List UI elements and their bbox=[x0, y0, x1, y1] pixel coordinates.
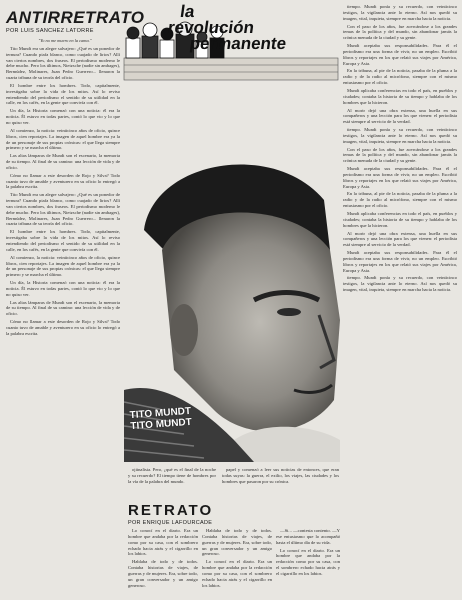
antirretrato-byline: POR LUIS SANCHEZ LATORRE bbox=[6, 28, 94, 34]
caption-line-2: TITO MUNDT bbox=[130, 416, 193, 433]
paragraph: Al comienzo, la noticia: veinticinco años de oficio, quince libros, cien reportajes. La imagen de aquel hombre era ya la de un personaje de sus propias crónicas: el que llega siempre primero y se marcha el último. bbox=[6, 254, 120, 278]
paragraph: Lo conocí en el diario. Era un hombre que andaba por la redacción como por su casa, con el sombrero echado hacia atrás y el cigarrillo en los labios. bbox=[128, 528, 198, 557]
antirretrato-column bbox=[6, 38, 120, 594]
paragraph: Mundt aplicaba conferencias en todo el país, en pueblos y ciudades; contaba la historia de su tiempo y hablaba de los hombres que la hicieron. bbox=[343, 211, 457, 228]
paragraph: Lo conocí en el diario. Era un hombre que andaba por la redacción como por su casa, con el sombrero echado hacia atrás y el cigarrillo en los labios. bbox=[202, 559, 272, 588]
right-column bbox=[343, 4, 457, 594]
brick-wall bbox=[124, 58, 338, 80]
retrato-byline: POR ENRIQUE LAFOURCADE bbox=[128, 520, 213, 526]
antirretrato-title: ANTIRRETRATO bbox=[6, 8, 145, 27]
headline bbox=[165, 4, 344, 52]
paragraph: tiempo. Mundt ponía y su recuerdo, con veinticinco testigos, la vigilancia ante lo eterno. Así nos quedó su imagen, vital, inquieta, siempre en marcha hacia la noticia. bbox=[343, 4, 457, 21]
paragraph: ojiinalisia. Pero, ¿qué es el final de la noche y su recuerdo? El tiempo tiene de hombres por la vía de la palabra del mundo. bbox=[128, 467, 216, 484]
paragraph: Tito Mundt era un alegre salvajero: ¿Qué es un ponedor de ternura? Cuando piafa blanco, como cuajado de lirios? Allí van ciertos nombres, dos fraseos. El periodismo moderno le debe mucho. Pero los últimos, Nietzsche (nadie sin ambages), Bermúdez, Molinares, Juan Pedro Guerrero... llenaron la cuarta tribuna de su teoría del oficio. bbox=[6, 45, 120, 81]
paragraph: Las altas lámparas de Mundt son el escenario, la memoria de su tiempo. Al final de su camino: una lección de vida y de oficio. bbox=[6, 153, 120, 170]
paragraph: El hombre entre los hombres. Todo, capitalmente, investigaba sobre la vida de los mitos. Así lo reviso entendiendo del periodismo el sentido de su utilidad en la calle, en los cafés, en la gente que convivía con él. bbox=[6, 229, 120, 252]
paragraph: Hablaba de todo y de todos. Contaba historias de viajes, de guerras y de mujeres. Era, sobre todo, un gran conversador y un amigo generoso. bbox=[128, 559, 198, 588]
paragraph: Mundt aplicaba conferencias en todo el país, en pueblos y ciudades; contaba la historia de su tiempo y hablaba de los hombres que la hicieron. bbox=[343, 87, 457, 105]
retrato-column-1 bbox=[128, 528, 198, 594]
headline-line-2: revolución bbox=[166, 18, 256, 37]
paragraph: Cómo no llamar a este desorden de Rojo y Silva? Todo cuanto tuvo de amable y aventurero en su oficio lo entregó a la palabra escrita. bbox=[6, 319, 120, 336]
paragraph: Al morir dejó una obra extensa, una huella en sus compañeros y una lección para los que vienen: el periodista está siempre al servicio de la verdad. bbox=[343, 230, 457, 248]
paragraph: Un día, la Historia comenzó con una noticia: él era la noticia. Él estuvo en todas partes, contó lo que vio y lo que no quiso ver. bbox=[6, 280, 120, 297]
paragraph: Mundt aceptaba sus responsabilidades. Para él el periodismo era una forma de vivir, no un empleo. Escribió libros y reportajes en los que relató sus viajes por América, Europa y Asia. bbox=[343, 250, 457, 273]
paragraph: El hombre entre los hombres. Todo, capitalmente, investigaba sobre la vida de los mitos. Así lo reviso entendiendo del periodismo el sentido de su utilidad en la calle, en los cafés, en la gente que convivía con él. bbox=[6, 82, 120, 106]
paragraph: Tito Mundt era un alegre salvajero: ¿Qué es un ponedor de ternura? Cuando piafa blanco, como cuajado de lirios? Allí van ciertos nombres, dos fraseos. El periodismo moderno le debe mucho. Pero los últimos, Nietzsche (nadie sin ambages), Bermúdez, Molinares, Juan Pedro Guerrero... llenaron la cuarta tribuna de su teoría del oficio. bbox=[6, 192, 120, 227]
paragraph: Con el paso de los años, fue acercándose a los grandes temas de la política y del mundo, sin abandonar jamás la crónica menuda de la ciudad y su gente. bbox=[343, 23, 457, 41]
retrato-title: RETRATO bbox=[128, 502, 214, 519]
middle-column-1 bbox=[128, 467, 216, 499]
middle-column-2 bbox=[222, 467, 339, 499]
headline-line-3: permanente bbox=[188, 34, 288, 53]
paragraph: —Si... —contesta contento. —Y ese entusiasmo que lo acompañó hasta el último día de su vida. bbox=[276, 528, 340, 545]
paragraph: tiempo. Mundt ponía y su recuerdo, con veinticinco testigos, la vigilancia ante lo eterno. Así nos quedó su imagen, vital, inquieta, siempre en marcha hacia la noticia. bbox=[343, 275, 457, 293]
retrato-column-3 bbox=[276, 528, 340, 594]
paragraph: En la tribuna, al pie de la noticia, pasaba de la pluma a la radio y de la radio al micrófono, siempre con el mismo entusiasmo por el oficio. bbox=[343, 191, 457, 209]
paragraph: Al morir dejó una obra extensa, una huella en sus compañeros y una lección para los que vienen: el periodista está siempre al servicio de la verdad. bbox=[343, 107, 457, 125]
paragraph: Un día, la Historia comenzó con una noticia: él era la noticia. Él estuvo en todas partes, contó lo que vio y lo que no quiso ver. bbox=[6, 108, 120, 125]
caption-line-1: TITO MUNDT bbox=[129, 405, 192, 422]
paragraph: Las altas lámparas de Mundt son el escenario, la memoria de su tiempo. Al final de su camino: una lección de vida y de oficio. bbox=[6, 299, 120, 317]
photo-caption bbox=[129, 406, 192, 432]
paragraph: En la tribuna, al pie de la noticia, pasaba de la pluma a la radio y de la radio al micrófono, siempre con el mismo entusiasmo por el oficio. bbox=[343, 68, 457, 86]
paragraph: Mundt aceptaba sus responsabilidades. Para él el periodismo era una forma de vivir, no un empleo. Escribió libros y reportajes en los que relató sus viajes por América, Europa y Asia. bbox=[343, 166, 457, 189]
retrato-column-2 bbox=[202, 528, 272, 594]
paragraph: tiempo. Mundt ponía y su recuerdo, con veinticinco testigos, la vigilancia ante lo eterno. Así nos quedó su imagen, vital, inquieta, siempre en marcha hacia la noticia. bbox=[343, 127, 457, 144]
paragraph: Hablaba de todo y de todos. Contaba historias de viajes, de guerras y de mujeres. Era, sobre todo, un gran conversador y un amigo generoso. bbox=[202, 528, 272, 557]
paragraph: Lo conocí en el diario. Era un hombre que andaba por la redacción como por su casa, con el sombrero echado hacia atrás y el cigarrillo en los labios. bbox=[276, 547, 340, 576]
paragraph: Con el paso de los años, fue acercándose a los grandes temas de la política y del mundo, sin abandonar jamás la crónica menuda de la ciudad y su gente. bbox=[343, 146, 457, 164]
headline-line-1: la bbox=[178, 2, 196, 21]
paragraph: Al comienzo, la noticia: veinticinco años de oficio, quince libros, cien reportajes. La imagen de aquel hombre era ya la de un personaje de sus propias crónicas: el que llega siempre primero y se marcha el último. bbox=[6, 127, 120, 151]
pull-quote: "Yo no me muero en la cama." bbox=[38, 38, 92, 43]
paragraph: Mundt aceptaba sus responsabilidades. Para él el periodismo era una forma de vivir, no un empleo. Escribió libros y reportajes en los que relató sus viajes por América, Europa y Asia. bbox=[343, 43, 457, 66]
paragraph: Cómo no llamar a este desorden de Rojo y Silva? Todo cuanto tuvo de amable y aventurero en su oficio lo entregó a la palabra escrita. bbox=[6, 172, 120, 190]
paragraph: papel y comenzó a leer sus noticias de entonces, que eran todas suyas: la guerra, el exilio, los viajes, las ciudades y los hombres que pasaron por su crónica. bbox=[222, 467, 339, 484]
